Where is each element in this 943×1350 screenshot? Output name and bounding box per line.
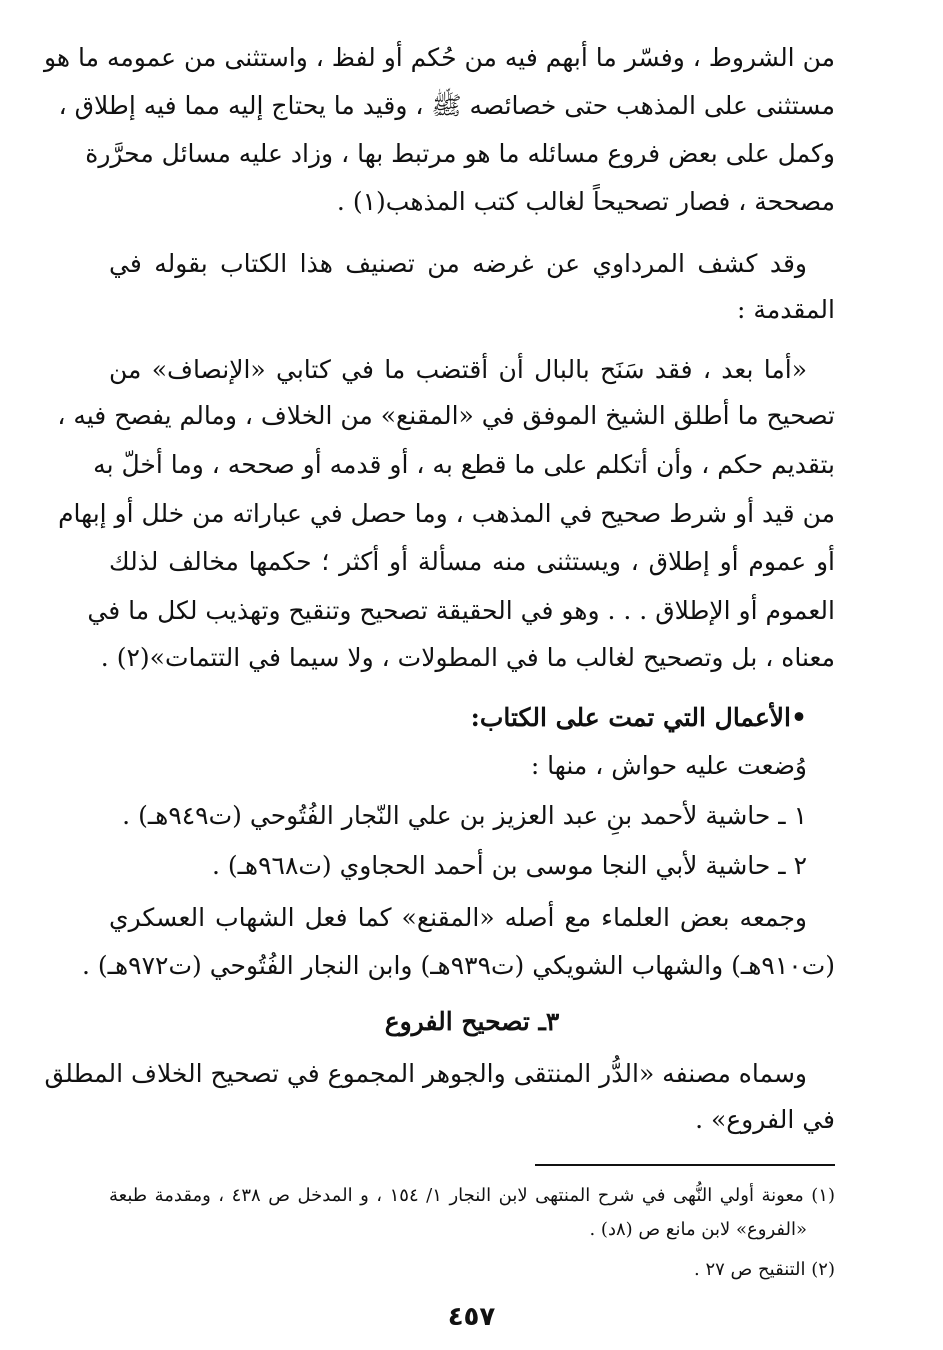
quote-line-1: «أما بعد ، فقد سَنَح بالبال أن أقتضب ما في كتابي «الإنصاف» من [109,355,807,384]
footnote-1: (١) معونة أولي النُّهى في شرح المنتهى لابن النجار ١/ ١٥٤ ، و المدخل ص ٤٣٨ ، ومقدمة طبعة [109,1185,835,1206]
quote-line-3: بتقديم حكم ، وأن أتكلم على ما قطع به ، أو قدمه أو صححه ، وما أخلّ به [93,450,835,479]
quote-line-4: من قيد أو شرط صحيح في المذهب ، وما حصل في عباراته من خلل أو إبهام [58,499,835,528]
footnote-2: (٢) التنقيح ص ٢٧ . [694,1259,835,1280]
body-line-combined-2: (ت٩١٠هـ) والشهاب الشويكي (ت٩٣٩هـ) وابن النجار الفُتُوحي (ت٩٧٢هـ) . [82,951,835,980]
section-heading: •الأعمال التي تمت على الكتاب: [470,703,807,732]
list-item-1: ١ ـ حاشية لأحمد بنِ عبد العزيز بن علي النّجار الفُتُوحي (ت٩٤٩هـ) . [122,801,807,830]
body-line-6: المقدمة : [737,295,835,324]
footnote-divider [535,1164,835,1166]
quote-line-2: تصحيح ما أطلق الشيخ الموفق في «المقنع» من الخلاف ، ومالم يفصح فيه ، [57,401,835,430]
body-line-1: من الشروط ، وفسّر ما أبهم فيه من حُكم أو لفظ ، واستثنى من عمومه ما هو [43,43,835,72]
body-line-named-1: وسماه مصنفه «الدُّر المنتقى والجوهر المجموع في تصحيح الخلاف المطلق [44,1059,807,1088]
body-line-2: مستثنى على المذهب حتى خصائصه ﷺ ، وقيد ما يحتاج إليه مما فيه إطلاق ، [58,91,835,120]
body-line-3: وكمل على بعض فروع مسائله ما هو مرتبط بها ، وزاد عليه مسائل محرَّرة [85,139,835,168]
body-line-combined-1: وجمعه بعض العلماء مع أصله «المقنع» كما فعل الشهاب العسكري [109,903,807,932]
body-line-4: مصححة ، فصار تصحيحاً لغالب كتب المذهب(١) . [336,187,835,216]
page-number: ٤٥٧ [447,1302,496,1332]
quote-line-5: أو عموم أو إطلاق ، ويستثنى منه مسألة أو أكثر ؛ حكمها مخالف لذلك [109,547,835,576]
footnote-1-continued: «الفروع» لابن مانع ص (٨د) . [589,1219,807,1240]
list-item-2: ٢ ـ حاشية لأبي النجا موسى بن أحمد الحجاوي (ت٩٦٨هـ) . [211,851,807,880]
quote-line-7: معناه ، بل وتصحيح لغالب ما في المطولات ، ولا سيما في التتمات»(٢) . [100,643,835,672]
body-line-named-2: في الفروع» . [695,1105,835,1134]
quote-line-6: العموم أو الإطلاق . . . وهو في الحقيقة تصحيح وتنقيح وتهذيب لكل ما في [87,596,835,625]
subsection-heading: ٣ـ تصحيح الفروع [384,1007,560,1036]
body-line-5: وقد كشف المرداوي عن غرضه من تصنيف هذا الكتاب بقوله في [109,249,807,278]
body-line-works: وُضعت عليه حواش ، منها : [530,751,807,780]
